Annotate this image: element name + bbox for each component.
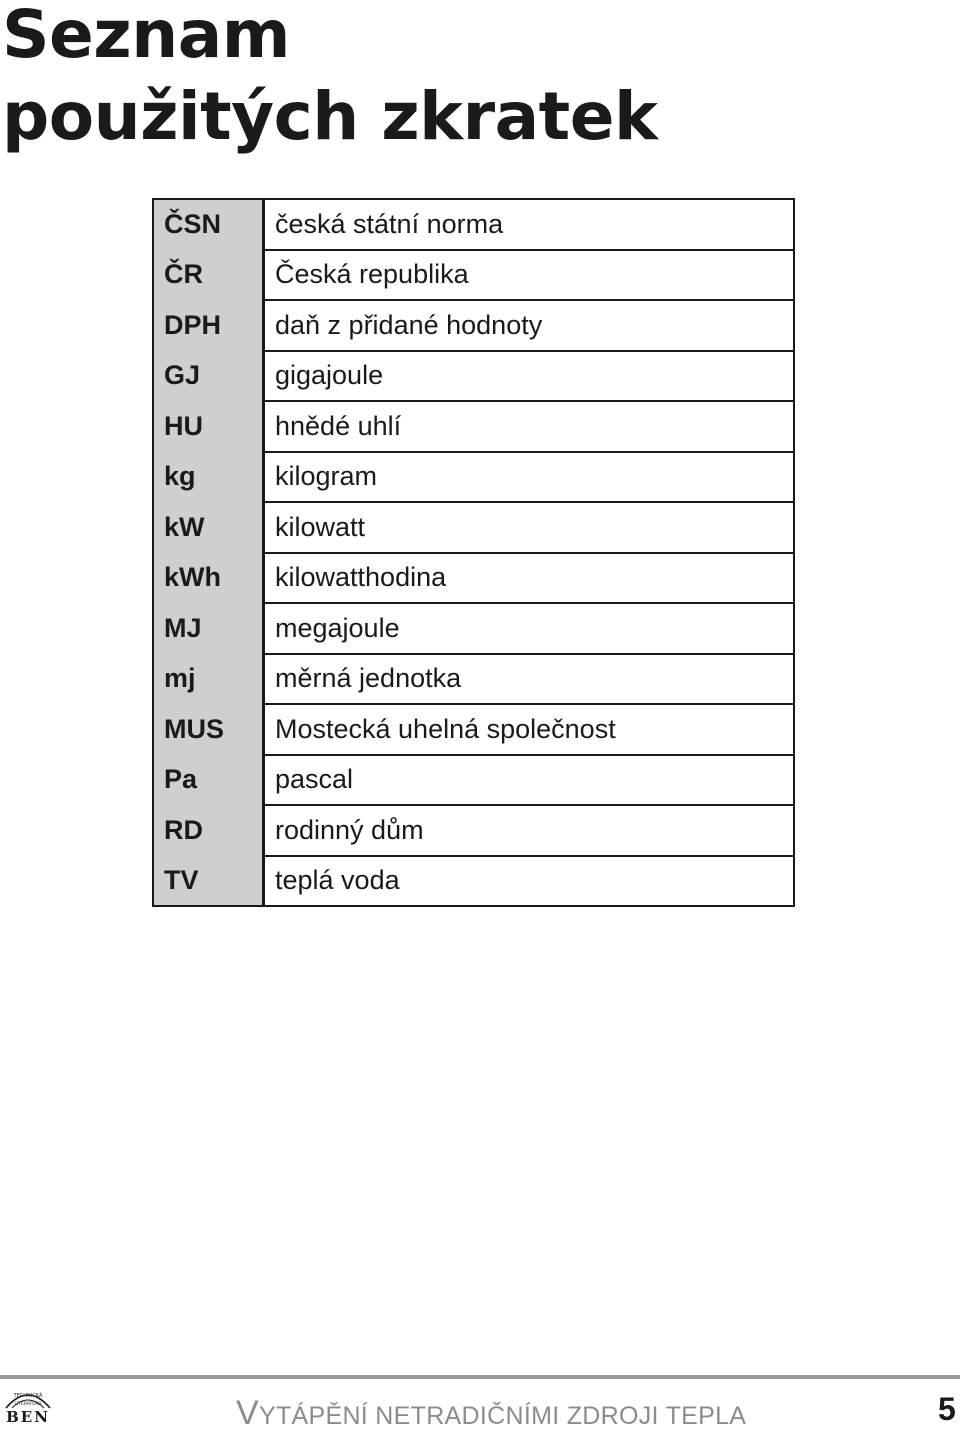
abbreviation-meaning: Česká republika — [264, 250, 795, 301]
abbreviation-code: TV — [153, 856, 264, 907]
table-row — [153, 351, 794, 402]
page-number: 5 — [938, 1391, 956, 1427]
book-title — [236, 1394, 746, 1433]
page-title — [2, 0, 657, 158]
table-row — [153, 452, 794, 503]
book-title-initial: V — [236, 1394, 259, 1432]
abbreviation-meaning: kilowatthodina — [264, 553, 795, 604]
svg-text:BEN: BEN — [6, 1408, 50, 1424]
table-row — [153, 654, 794, 705]
abbreviation-meaning: pascal — [264, 755, 795, 806]
abbreviation-meaning: kilogram — [264, 452, 795, 503]
abbreviation-code: MUS — [153, 704, 264, 755]
page-title-line-1: Seznam — [2, 0, 291, 73]
table-row — [153, 401, 794, 452]
table-row — [153, 502, 794, 553]
abbreviation-meaning: rodinný dům — [264, 805, 795, 856]
abbreviation-code: RD — [153, 805, 264, 856]
footer-divider — [0, 1375, 960, 1379]
table-row — [153, 553, 794, 604]
abbreviation-meaning: kilowatt — [264, 502, 795, 553]
table-row — [153, 704, 794, 755]
abbreviation-meaning: daň z přidané hodnoty — [264, 300, 795, 351]
table-row — [153, 805, 794, 856]
abbreviation-meaning: Mostecká uhelná společnost — [264, 704, 795, 755]
abbreviation-code: GJ — [153, 351, 264, 402]
table-row — [153, 603, 794, 654]
book-title-rest: YTÁPĚNÍ NETRADIČNÍMI ZDROJI TEPLA — [258, 1402, 747, 1430]
abbreviation-meaning: hnědé uhlí — [264, 401, 795, 452]
abbreviation-code: HU — [153, 401, 264, 452]
page-title-line-2: použitých zkratek — [2, 78, 658, 155]
table-row — [153, 250, 794, 301]
abbreviation-code: Pa — [153, 755, 264, 806]
table-row — [153, 199, 794, 250]
abbreviation-code: DPH — [153, 300, 264, 351]
svg-text:TECHNICKÁ: TECHNICKÁ — [13, 1393, 43, 1399]
abbreviation-meaning: gigajoule — [264, 351, 795, 402]
abbreviation-meaning: teplá voda — [264, 856, 795, 907]
abbreviation-meaning: megajoule — [264, 603, 795, 654]
publisher-logo-icon — [2, 1386, 54, 1424]
table-row — [153, 856, 794, 907]
abbreviation-code: mj — [153, 654, 264, 705]
abbreviation-code: kWh — [153, 553, 264, 604]
abbreviation-code: kg — [153, 452, 264, 503]
table-row — [153, 300, 794, 351]
abbreviation-meaning: česká státní norma — [264, 199, 795, 250]
abbreviation-code: MJ — [153, 603, 264, 654]
abbreviation-code: kW — [153, 502, 264, 553]
abbreviation-code: ČSN — [153, 199, 264, 250]
table-row — [153, 755, 794, 806]
abbreviation-meaning: měrná jednotka — [264, 654, 795, 705]
abbreviations-table — [152, 198, 795, 907]
abbreviation-code: ČR — [153, 250, 264, 301]
svg-text:LITERATURA: LITERATURA — [14, 1402, 42, 1407]
